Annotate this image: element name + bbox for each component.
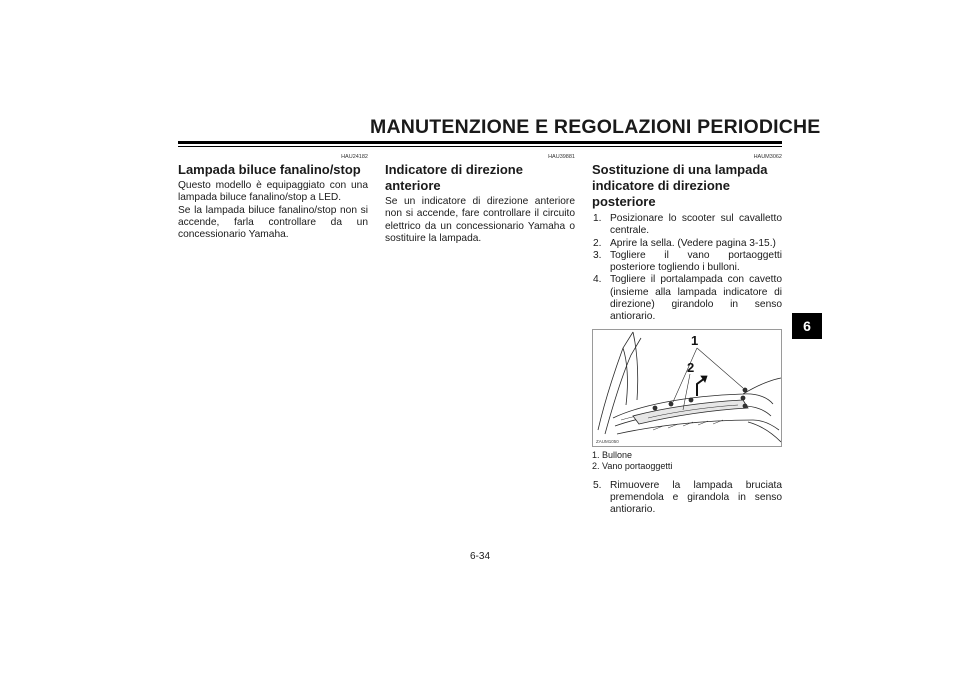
step-text: Aprire la sella. (Vedere pagina 3-15.) xyxy=(610,237,776,249)
figure-code: ZAUM1050 xyxy=(596,438,619,444)
step-text: Rimuovere la lampada bruciata premendola e girandola in senso antiorario. xyxy=(610,479,782,516)
callout-2: 2 xyxy=(687,359,695,375)
chapter-tab: 6 xyxy=(792,313,822,339)
step-number: 5. xyxy=(593,479,602,491)
step-number: 3. xyxy=(593,249,602,261)
list-item xyxy=(592,480,782,517)
legend-item: 2. Vano portaoggetti xyxy=(592,460,673,471)
section-code: HAU24182 xyxy=(341,154,368,160)
paragraph: Se la lampada biluce fanalino/stop non si accende, farla controllare da un concessionario Yamaha. xyxy=(178,204,368,241)
step-number: 4. xyxy=(593,274,602,286)
title-rule-thin xyxy=(178,146,782,147)
section-rear-indicator xyxy=(592,154,782,517)
section-code: HAUM3062 xyxy=(753,154,782,160)
step-number: 1. xyxy=(593,213,602,224)
step-number: 2. xyxy=(593,237,602,249)
title-rule xyxy=(178,141,782,144)
step-text: Togliere il portalampada con cavetto (insieme alla lampada indicatore di direzione) girandolo in senso antiorario. xyxy=(610,274,782,323)
list-item xyxy=(592,213,782,238)
list-item xyxy=(592,238,782,250)
list-item xyxy=(592,274,782,323)
steps-list xyxy=(592,213,782,324)
section-front-indicator xyxy=(385,154,575,245)
page-title: MANUTENZIONE E REGOLAZIONI PERIODICHE xyxy=(370,116,821,138)
paragraph: Se un indicatore di direzione anteriore non si accende, fare controllare il circuito elettrico da un concessionario Yamaha o sostituire la lampada. xyxy=(385,196,575,244)
section-body xyxy=(385,196,575,245)
section-heading: Lampada biluce fanalino/stop xyxy=(178,162,361,177)
page-number: 6-34 xyxy=(469,551,490,562)
steps-list-continued xyxy=(592,480,782,517)
paragraph: Questo modello è equipaggiato con una lampada biluce fanalino/stop a LED. xyxy=(178,180,368,204)
list-item xyxy=(592,250,782,275)
figure-legend xyxy=(592,450,782,472)
scooter-storage-figure xyxy=(592,329,782,447)
section-heading: Sostituzione di una lampada indicatore di direzione posteriore xyxy=(592,162,768,209)
step-text: Posizionare lo scooter sul cavalletto centrale. xyxy=(610,213,782,237)
section-body xyxy=(178,180,368,241)
step-text: Togliere il vano portaoggetti posteriore togliendo i bulloni. xyxy=(610,249,782,274)
scooter-illustration xyxy=(593,330,782,447)
section-code: HAU39881 xyxy=(548,154,575,160)
callout-1: 1 xyxy=(691,332,699,348)
section-stop-lamp xyxy=(178,154,368,241)
legend-item: 1. Bullone xyxy=(592,449,633,460)
section-heading: Indicatore di direzione anteriore xyxy=(385,162,523,193)
